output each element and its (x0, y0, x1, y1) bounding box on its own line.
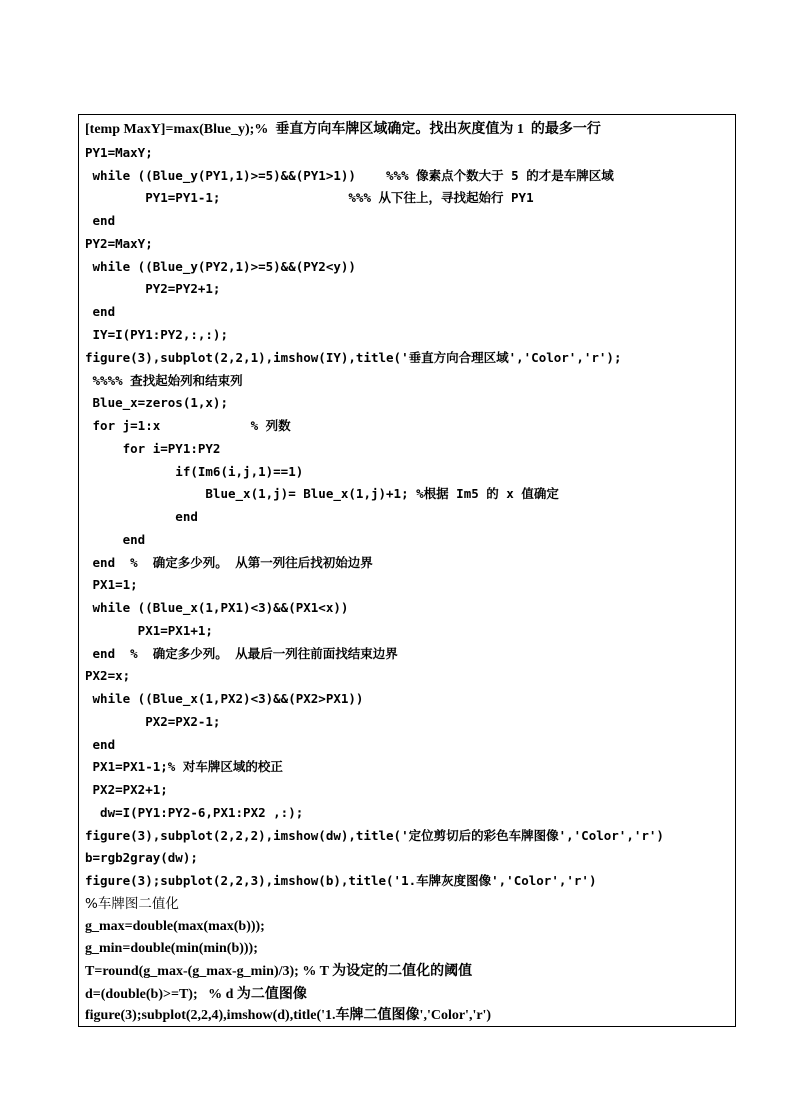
code-line-31: dw=I(PY1:PY2-6,PX1:PX2 ,:); (85, 805, 304, 820)
code-line-5: end (85, 213, 116, 228)
code-line-11: figure(3),subplot(2,2,1),imshow(IY),title('垂直方向合理区域','Color','r'); (85, 350, 622, 365)
code-line-32: figure(3),subplot(2,2,2),imshow(dw),title('定位剪切后的彩色车牌图像','Color','r') (85, 828, 664, 843)
code-line-36: g_max=double(max(max(b))); (85, 919, 265, 934)
code-line-18: end (85, 509, 198, 524)
code-line-22: while ((Blue_x(1,PX1)<3)&&(PX1<x)) (85, 600, 349, 615)
code-line-12: %%%% 查找起始列和结束列 (85, 373, 243, 388)
code-line-10: IY=I(PY1:PY2,:,:); (85, 327, 228, 342)
code-line-30: PX2=PX2+1; (85, 782, 168, 797)
code-line-21: PX1=1; (85, 577, 138, 592)
code-line-28: end (85, 737, 116, 752)
code-line-8: PY2=PY2+1; (85, 281, 221, 296)
code-line-9: end (85, 304, 116, 319)
code-line-35: %车牌图二值化 (85, 896, 179, 912)
code-line-4: PY1=PY1-1; %%% 从下往上，寻找起始行 PY1 (85, 190, 534, 205)
code-line-1: [temp MaxY]=max(Blue_y);% 垂直方向车牌区域确定。找出灰度值为 1 的最多一行 (85, 122, 601, 137)
code-line-37: g_min=double(min(min(b))); (85, 941, 258, 956)
code-line-40: figure(3);subplot(2,2,4),imshow(d),title('1.车牌二值图像','Color','r') (85, 1008, 492, 1023)
code-line-3: while ((Blue_y(PY1,1)>=5)&&(PY1>1)) %%% 像素点个数大于 5 的才是车牌区域 (85, 168, 614, 183)
code-line-6: PY2=MaxY; (85, 236, 153, 251)
code-line-14: for j=1:x % 列数 (85, 418, 291, 433)
code-line-25: PX2=x; (85, 668, 131, 683)
code-line-16: if(Im6(i,j,1)==1) (85, 464, 304, 479)
code-line-2: PY1=MaxY; (85, 145, 153, 160)
code-line-24: end % 确定多少列。 从最后一列往前面找结束边界 (85, 646, 398, 661)
code-line-20: end % 确定多少列。 从第一列往后找初始边界 (85, 555, 373, 570)
code-line-15: for i=PY1:PY2 (85, 441, 221, 456)
code-line-33: b=rgb2gray(dw); (85, 850, 198, 865)
code-listing-box (78, 114, 736, 1027)
code-line-19: end (85, 532, 146, 547)
code-line-26: while ((Blue_x(1,PX2)<3)&&(PX2>PX1)) (85, 691, 364, 706)
code-line-34: figure(3);subplot(2,2,3),imshow(b),title('1.车牌灰度图像','Color','r') (85, 873, 597, 888)
code-line-7: while ((Blue_y(PY2,1)>=5)&&(PY2<y)) (85, 259, 356, 274)
code-line-39: d=(double(b)>=T); % d 为二值图像 (85, 987, 307, 1002)
code-line-23: PX1=PX1+1; (85, 623, 213, 638)
code-line-27: PX2=PX2-1; (85, 714, 221, 729)
code-line-29: PX1=PX1-1;% 对车牌区域的校正 (85, 759, 283, 774)
code-line-13: Blue_x=zeros(1,x); (85, 395, 228, 410)
code-line-17: Blue_x(1,j)= Blue_x(1,j)+1; %根据 Im5 的 x 值确定 (85, 486, 559, 501)
code-line-38: T=round(g_max-(g_max-g_min)/3); % T 为设定的二值化的阈值 (85, 964, 473, 979)
